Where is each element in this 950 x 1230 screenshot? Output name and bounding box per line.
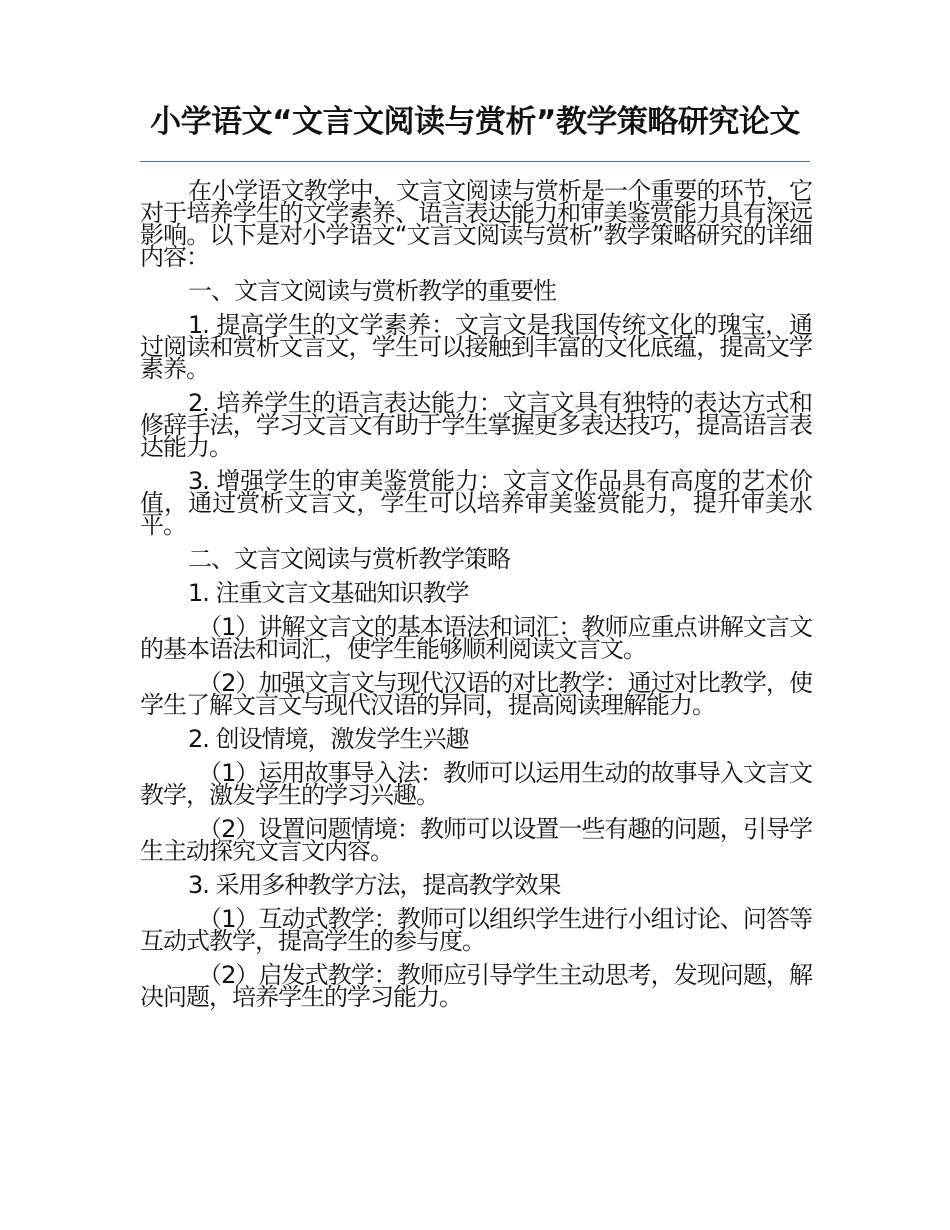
strategy-heading-2: 2. 创设情境，激发学生兴趣 [188, 725, 469, 753]
strategy-2-point-2: （2）设置问题情境：教师可以设置一些有趣的问题，引导学生主动探究文言文内容。 [140, 815, 812, 865]
document-title: 小学语文“文言文阅读与赏析”教学策略研究论文 [150, 104, 800, 140]
section-heading-strategies: 二、文言文阅读与赏析教学策略 [188, 545, 510, 573]
strategy-heading-3: 3. 采用多种教学方法，提高教学效果 [188, 871, 561, 899]
importance-item-1: 1. 提高学生的文学素养：文言文是我国传统文化的瑰宝，通过阅读和赏析文言文，学生可以接触到丰富的文化底蕴，提高文学素养。 [140, 311, 812, 383]
strategy-1-point-1: （1）讲解文言文的基本语法和词汇：教师应重点讲解文言文的基本语法和词汇，使学生能够顺利阅读文言文。 [140, 613, 812, 663]
strategy-3-point-1: （1）互动式教学：教师可以组织学生进行小组讨论、问答等互动式教学，提高学生的参与度。 [140, 905, 812, 955]
strategy-heading-1: 1. 注重文言文基础知识教学 [188, 579, 469, 607]
document-body [140, 177, 812, 1020]
strategy-3-point-2: （2）启发式教学：教师应引导学生主动思考，发现问题，解决问题，培养学生的学习能力。 [140, 961, 812, 1011]
importance-item-3: 3. 增强学生的审美鉴赏能力：文言文作品具有高度的艺术价值，通过赏析文言文，学生可以培养审美鉴赏能力，提升审美水平。 [140, 467, 812, 539]
section-heading-importance: 一、文言文阅读与赏析教学的重要性 [188, 277, 556, 305]
strategy-1-point-2: （2）加强文言文与现代汉语的对比教学：通过对比教学，使学生了解文言文与现代汉语的异同，提高阅读理解能力。 [140, 669, 812, 719]
importance-item-2: 2. 培养学生的语言表达能力：文言文具有独特的表达方式和修辞手法，学习文言文有助于学生掌握更多表达技巧，提高语言表达能力。 [140, 389, 812, 461]
strategy-2-point-1: （1）运用故事导入法：教师可以运用生动的故事导入文言文教学，激发学生的学习兴趣。 [140, 759, 812, 809]
title-underline [140, 161, 810, 162]
intro-paragraph: 在小学语文教学中，文言文阅读与赏析是一个重要的环节，它对于培养学生的文学素养、语言表达能力和审美鉴赏能力具有深远影响。以下是对小学语文“文言文阅读与赏析”教学策略研究的详细内容： [140, 177, 812, 271]
